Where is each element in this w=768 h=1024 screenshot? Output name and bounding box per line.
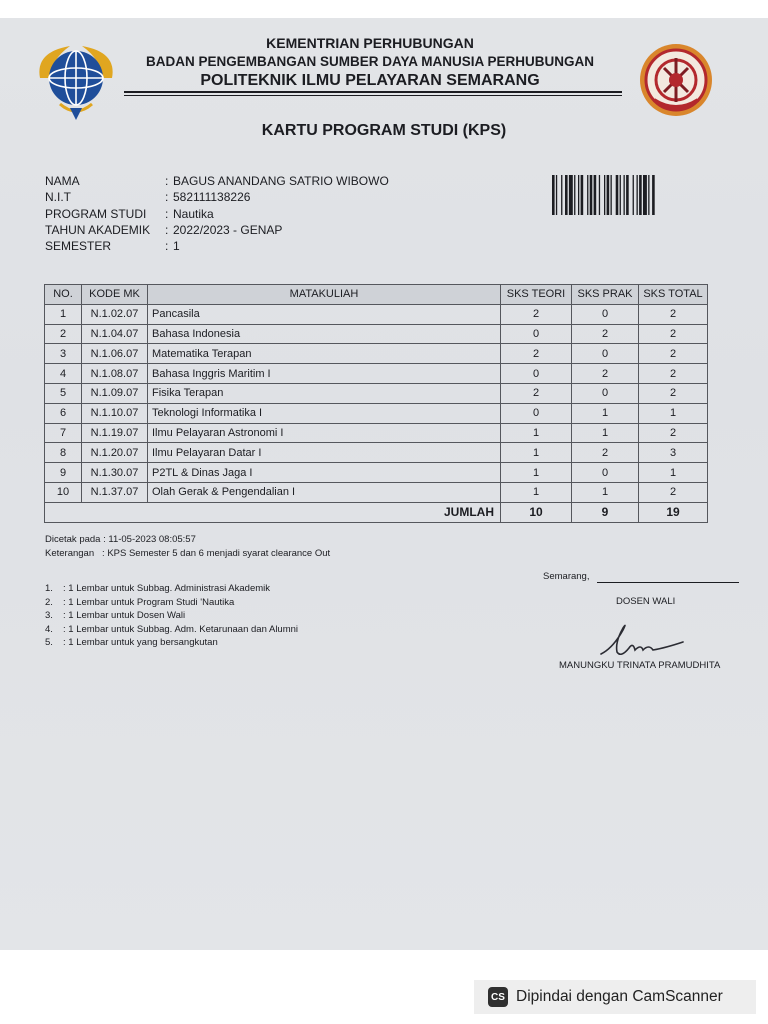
cell-no: 3 xyxy=(45,344,82,364)
cell-no: 7 xyxy=(45,423,82,443)
agency-name: BADAN PENGEMBANGAN SUMBER DAYA MANUSIA PERHUBUNGAN xyxy=(145,54,595,69)
list-item xyxy=(45,596,298,610)
info-row-program-studi xyxy=(45,206,389,222)
cell-no: 1 xyxy=(45,304,82,324)
pip-semarang-emblem-icon xyxy=(638,42,714,118)
info-label: NAMA xyxy=(45,174,80,188)
info-row-nama xyxy=(45,173,389,189)
table-total-row xyxy=(45,502,708,522)
info-colon: : xyxy=(165,174,169,188)
printed-date: Dicetak pada : 11-05-2023 08:05:57 xyxy=(45,534,196,545)
cell-sks-prak: 0 xyxy=(572,383,639,403)
table-row xyxy=(45,324,708,344)
remark-note: Keterangan : KPS Semester 5 dan 6 menjadi syarat clearance Out xyxy=(45,548,331,559)
header-rule-thick xyxy=(124,91,622,93)
list-text: : 1 Lembar untuk Subbag. Adm. Ketarunaan dan Alumni xyxy=(63,623,299,635)
signature-name: MANUNGKU TRINATA PRAMUDHITA xyxy=(559,660,721,671)
cell-sks-total: 2 xyxy=(639,423,708,443)
cell-sks-prak: 1 xyxy=(572,403,639,423)
cell-no: 9 xyxy=(45,463,82,483)
list-text: : 1 Lembar untuk yang bersangkutan xyxy=(63,637,218,648)
document-title: KARTU PROGRAM STUDI (KPS) xyxy=(261,122,507,139)
list-item xyxy=(45,609,298,623)
cell-sks-teori: 0 xyxy=(501,403,572,423)
info-value: 2022/2023 - GENAP xyxy=(173,222,283,237)
cell-matakuliah: Bahasa Inggris Maritim I xyxy=(148,364,501,384)
cell-sks-teori: 1 xyxy=(501,482,572,502)
list-text: : 1 Lembar untuk Program Studi 'Nautika xyxy=(63,596,235,608)
header-rule-thin xyxy=(124,95,622,96)
cell-kode: N.1.08.07 xyxy=(82,364,148,384)
info-label: PROGRAM STUDI xyxy=(45,206,147,221)
cell-sks-prak: 2 xyxy=(572,364,639,384)
cell-kode: N.1.37.07 xyxy=(82,482,148,502)
info-value: Nautika xyxy=(173,206,214,221)
list-item xyxy=(45,636,298,650)
table-row xyxy=(45,344,708,364)
cell-sks-total: 2 xyxy=(639,383,708,403)
list-item xyxy=(45,623,298,637)
cell-no: 4 xyxy=(45,364,82,384)
cell-sks-teori: 1 xyxy=(501,423,572,443)
total-sks-total: 19 xyxy=(639,502,708,522)
distribution-list xyxy=(45,582,298,650)
header-sks-teori: SKS TEORI xyxy=(501,285,572,305)
cell-sks-teori: 0 xyxy=(501,324,572,344)
table-row xyxy=(45,463,708,483)
cell-sks-total: 2 xyxy=(639,344,708,364)
signature-role: DOSEN WALI xyxy=(616,596,676,607)
cell-sks-total: 3 xyxy=(639,443,708,463)
cell-sks-prak: 0 xyxy=(572,463,639,483)
cell-no: 6 xyxy=(45,403,82,423)
header-sks-total: SKS TOTAL xyxy=(639,285,708,305)
signature-place: Semarang, xyxy=(543,571,590,582)
list-number: 5. xyxy=(45,637,53,648)
cell-sks-teori: 2 xyxy=(501,383,572,403)
handwritten-signature-icon xyxy=(595,618,687,662)
cell-kode: N.1.09.07 xyxy=(82,383,148,403)
camscanner-watermark xyxy=(474,980,756,1014)
cell-kode: N.1.19.07 xyxy=(82,423,148,443)
info-colon: : xyxy=(165,190,169,205)
cell-kode: N.1.20.07 xyxy=(82,443,148,463)
ministry-name: KEMENTRIAN PERHUBUNGAN xyxy=(266,35,474,51)
header-kode-mk: KODE MK xyxy=(82,285,148,305)
course-table xyxy=(44,284,708,523)
cell-sks-prak: 0 xyxy=(572,304,639,324)
table-row xyxy=(45,403,708,423)
info-value: 582111138226 xyxy=(173,190,251,205)
cell-sks-teori: 1 xyxy=(501,463,572,483)
info-label: SEMESTER xyxy=(45,239,112,254)
list-number: 2. xyxy=(45,596,53,608)
info-row-tahun-akademik xyxy=(45,222,389,238)
cell-sks-total: 1 xyxy=(639,403,708,423)
total-sks-prak: 9 xyxy=(572,502,639,522)
cell-matakuliah: Fisika Terapan xyxy=(148,383,501,403)
camscanner-logo-icon: CS xyxy=(488,987,508,1007)
total-sks-teori: 10 xyxy=(501,502,572,522)
cell-matakuliah: P2TL & Dinas Jaga I xyxy=(148,463,501,483)
list-number: 1. xyxy=(45,583,53,594)
cell-sks-teori: 0 xyxy=(501,364,572,384)
total-label: JUMLAH xyxy=(45,502,501,522)
cell-sks-total: 2 xyxy=(639,324,708,344)
cell-sks-teori: 2 xyxy=(501,304,572,324)
list-item xyxy=(45,582,298,596)
cell-matakuliah: Bahasa Indonesia xyxy=(148,324,501,344)
cell-sks-prak: 2 xyxy=(572,443,639,463)
cell-sks-total: 1 xyxy=(639,463,708,483)
cell-matakuliah: Teknologi Informatika I xyxy=(148,403,501,423)
cell-sks-total: 2 xyxy=(639,304,708,324)
header-sks-prak: SKS PRAK xyxy=(572,285,639,305)
list-text: : 1 Lembar untuk Subbag. Administrasi Akademik xyxy=(63,583,271,594)
table-row xyxy=(45,423,708,443)
table-row xyxy=(45,383,708,403)
table-row xyxy=(45,482,708,502)
table-row xyxy=(45,364,708,384)
cell-matakuliah: Ilmu Pelayaran Datar I xyxy=(148,443,501,463)
cell-matakuliah: Olah Gerak & Pengendalian I xyxy=(148,482,501,502)
header-no: NO. xyxy=(45,285,82,305)
institution-name: POLITEKNIK ILMU PELAYARAN SEMARANG xyxy=(200,72,540,89)
barcode-icon xyxy=(552,175,715,215)
cell-no: 2 xyxy=(45,324,82,344)
cell-kode: N.1.10.07 xyxy=(82,403,148,423)
cell-sks-prak: 1 xyxy=(572,482,639,502)
info-colon: : xyxy=(165,222,169,237)
cell-sks-prak: 1 xyxy=(572,423,639,443)
document-page xyxy=(0,18,768,950)
camscanner-text: Dipindai dengan CamScanner xyxy=(516,988,723,1005)
list-number: 3. xyxy=(45,610,53,621)
student-info xyxy=(45,173,389,254)
info-row-semester xyxy=(45,238,389,254)
info-label: N.I.T xyxy=(45,190,71,205)
info-row-nit xyxy=(45,189,389,205)
header-matakuliah: MATAKULIAH xyxy=(148,285,501,305)
info-colon: : xyxy=(165,239,169,254)
info-label: TAHUN AKADEMIK xyxy=(45,222,151,237)
cell-no: 5 xyxy=(45,383,82,403)
cell-sks-teori: 1 xyxy=(501,443,572,463)
cell-sks-total: 2 xyxy=(639,482,708,502)
ministry-globe-wings-icon xyxy=(30,38,122,122)
info-colon: : xyxy=(165,206,169,221)
list-number: 4. xyxy=(45,623,53,635)
cell-matakuliah: Pancasila xyxy=(148,304,501,324)
table-header-row xyxy=(45,285,708,305)
info-value: BAGUS ANANDANG SATRIO WIBOWO xyxy=(173,174,389,188)
table-row xyxy=(45,304,708,324)
cell-kode: N.1.30.07 xyxy=(82,463,148,483)
cell-sks-prak: 0 xyxy=(572,344,639,364)
cell-sks-total: 2 xyxy=(639,364,708,384)
list-text: : 1 Lembar untuk Dosen Wali xyxy=(63,610,186,621)
cell-matakuliah: Ilmu Pelayaran Astronomi I xyxy=(148,423,501,443)
cell-matakuliah: Matematika Terapan xyxy=(148,344,501,364)
signature-date-line xyxy=(597,582,739,583)
table-row xyxy=(45,443,708,463)
cell-no: 10 xyxy=(45,482,82,502)
cell-kode: N.1.02.07 xyxy=(82,304,148,324)
cell-sks-teori: 2 xyxy=(501,344,572,364)
cell-sks-prak: 2 xyxy=(572,324,639,344)
info-value: 1 xyxy=(173,239,180,254)
cell-kode: N.1.06.07 xyxy=(82,344,148,364)
cell-no: 8 xyxy=(45,443,82,463)
cell-kode: N.1.04.07 xyxy=(82,324,148,344)
